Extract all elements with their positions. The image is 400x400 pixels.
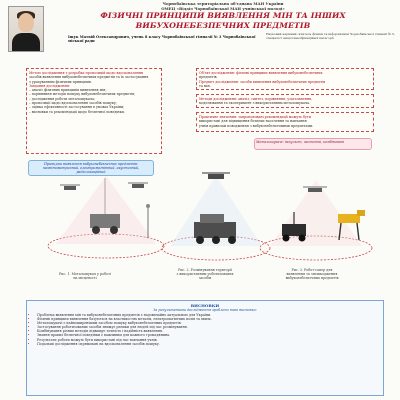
object-subject-box xyxy=(196,68,374,90)
caption-middle-line: з використанням роботизованих xyxy=(176,272,234,277)
practical-value-box xyxy=(196,112,374,132)
caption-middle xyxy=(158,268,252,281)
caption-left xyxy=(30,272,140,280)
drone-middle xyxy=(202,173,230,179)
caption-right-line: виявлення та знешкодження xyxy=(286,272,338,277)
practical-line: учнів правилам поводження з вибухонебезпечними предметами. xyxy=(199,123,314,128)
conclusion-item: • Подальші дослідження спрямовані на вдосконалення засобів пошуку. xyxy=(37,342,379,346)
intro-line: засобів виявлення вибухонебезпечних предметів та їх застосування xyxy=(29,75,149,80)
poster-title-line-1: ФІЗИЧНІ ПРИНЦИПИ ВИЯВЛЕННЯ МІН ТА ІНШИХ xyxy=(100,11,346,21)
caption-right-line: вибухонебезпечних предметів xyxy=(285,276,339,281)
methods-box xyxy=(196,94,374,108)
intro-line: – порівняння методів пошуку вибухонебезпечних предметів; xyxy=(29,92,136,97)
detectors-label xyxy=(254,138,372,150)
practical-line: Практичне значення: запропоновані рекомендації можуть бути xyxy=(199,115,311,119)
org-line-1: Чорнобаївська територіальна об'єднана МАН України xyxy=(162,1,284,6)
conclusions-box xyxy=(26,300,384,396)
poster-header xyxy=(48,2,398,52)
methods-line: моделювання та експеримент з використанням металошукача. xyxy=(199,101,311,106)
object-line: предметів. xyxy=(199,75,218,80)
conclusion-item: • Знання правил безпечної поведінки є важливим для кожного громадянина. xyxy=(37,333,379,337)
intro-line: – оцінка ефективності застосування в умовах України; xyxy=(29,105,125,110)
org-line-2: ОМЕЦ «Відділ Чорнобаївської МАН учнівської молоді» xyxy=(161,5,285,11)
object-line: Об'єкт дослідження: фізичні принципи виявлення вибухонебезпечних xyxy=(199,71,323,75)
author-line-2: міської ради xyxy=(68,39,95,44)
conclusion-item: • Фізичні принципи виявлення базуються на властивостях металів, електромагнітних полів та хвиль. xyxy=(37,317,379,321)
subject-line: Предмет дослідження: засоби виявлення вибухонебезпечних предметів xyxy=(199,79,326,84)
author-line-1: Іщук Матвій Олександрович, учень 8 класу Чорнобаївської гімназії № 3 Чорнобаївської xyxy=(68,35,256,39)
conclusion-item: • Результати роботи можуть бути використані під час навчання учнів. xyxy=(37,338,379,342)
photo-body xyxy=(12,33,40,52)
conclusion-item: • Комбінування різних методів підвищує точність і надійність виявлення. xyxy=(37,329,379,333)
conclusions-list xyxy=(37,313,379,346)
intro-line: – дослідження роботи металошукача; xyxy=(29,96,96,101)
intro-box xyxy=(26,68,162,154)
intro-line: – висновки та рекомендації щодо безпечної поведінки. xyxy=(29,109,125,114)
intro-line: – пропозиції щодо вдосконалення засобів пошуку; xyxy=(29,101,117,106)
caption-left-line: Рис. 1. Металошукач у роботі xyxy=(59,272,111,276)
methods-line: Методи дослідження: аналіз, синтез, порівняння, узагальнення, xyxy=(199,97,313,101)
drone-left-1 xyxy=(60,185,80,190)
conclusion-item: • Металошукачі є найпоширенішим засобом пошуку вибухонебезпечних предметів. xyxy=(37,321,379,325)
principles-label-text: Принципи виявлення вибухонебезпечних предметів: магнітометричний, електромагнітний, акустичний, радіолокаційний xyxy=(42,162,140,174)
conclusions-subheading: За результатами дослідження зроблено такі висновки: xyxy=(153,308,257,312)
author-info xyxy=(68,35,268,44)
intro-line: – аналіз фізичних принципів виявлення мін; xyxy=(29,88,107,93)
intro-line: з урахуванням фізичних принципів. xyxy=(29,79,92,84)
author-photo xyxy=(8,6,44,52)
intro-line: Завдання дослідження: xyxy=(29,83,71,88)
conclusions-heading: ВИСНОВКИ xyxy=(190,303,220,308)
intro-line: Метою дослідження є розробка пропозицій щодо вдосконалення xyxy=(29,71,143,75)
devices-illustration xyxy=(20,168,390,268)
caption-middle-line: Рис. 2. Розмінування території xyxy=(178,268,232,272)
caption-right xyxy=(262,268,362,281)
caption-middle-line: засобів xyxy=(198,276,212,281)
conclusion-item: • Застосування роботизованих засобів знижує ризики для людей під час розмінування. xyxy=(37,325,379,329)
practical-line: використані для підвищення безпеки населення та навчання xyxy=(199,119,307,124)
caption-left-line: на місцевості xyxy=(73,276,97,281)
caption-right-line: Рис. 3. Робот-сапер для xyxy=(291,268,333,272)
detectors-label-text: Металошукачі: імпульсні, частотні, комбіновані xyxy=(256,140,345,144)
photo-face xyxy=(18,13,34,32)
poster-title-line-2: ВИБУХОНЕБЕЗПЕЧНИХ ПРЕДМЕТІВ xyxy=(135,20,311,30)
drone-left-2 xyxy=(128,183,148,188)
supervisor-info: Науковий керівник: вчитель фізики та інформатики Чорнобаївської гімназії № 3, спеціаліст вищої кваліфікаційної категорії xyxy=(266,32,395,40)
subject-line: та мін. xyxy=(199,83,211,88)
conclusion-item: • Проблема виявлення мін та вибухонебезпечних предметів є надзвичайно актуальною для України. xyxy=(37,313,379,317)
